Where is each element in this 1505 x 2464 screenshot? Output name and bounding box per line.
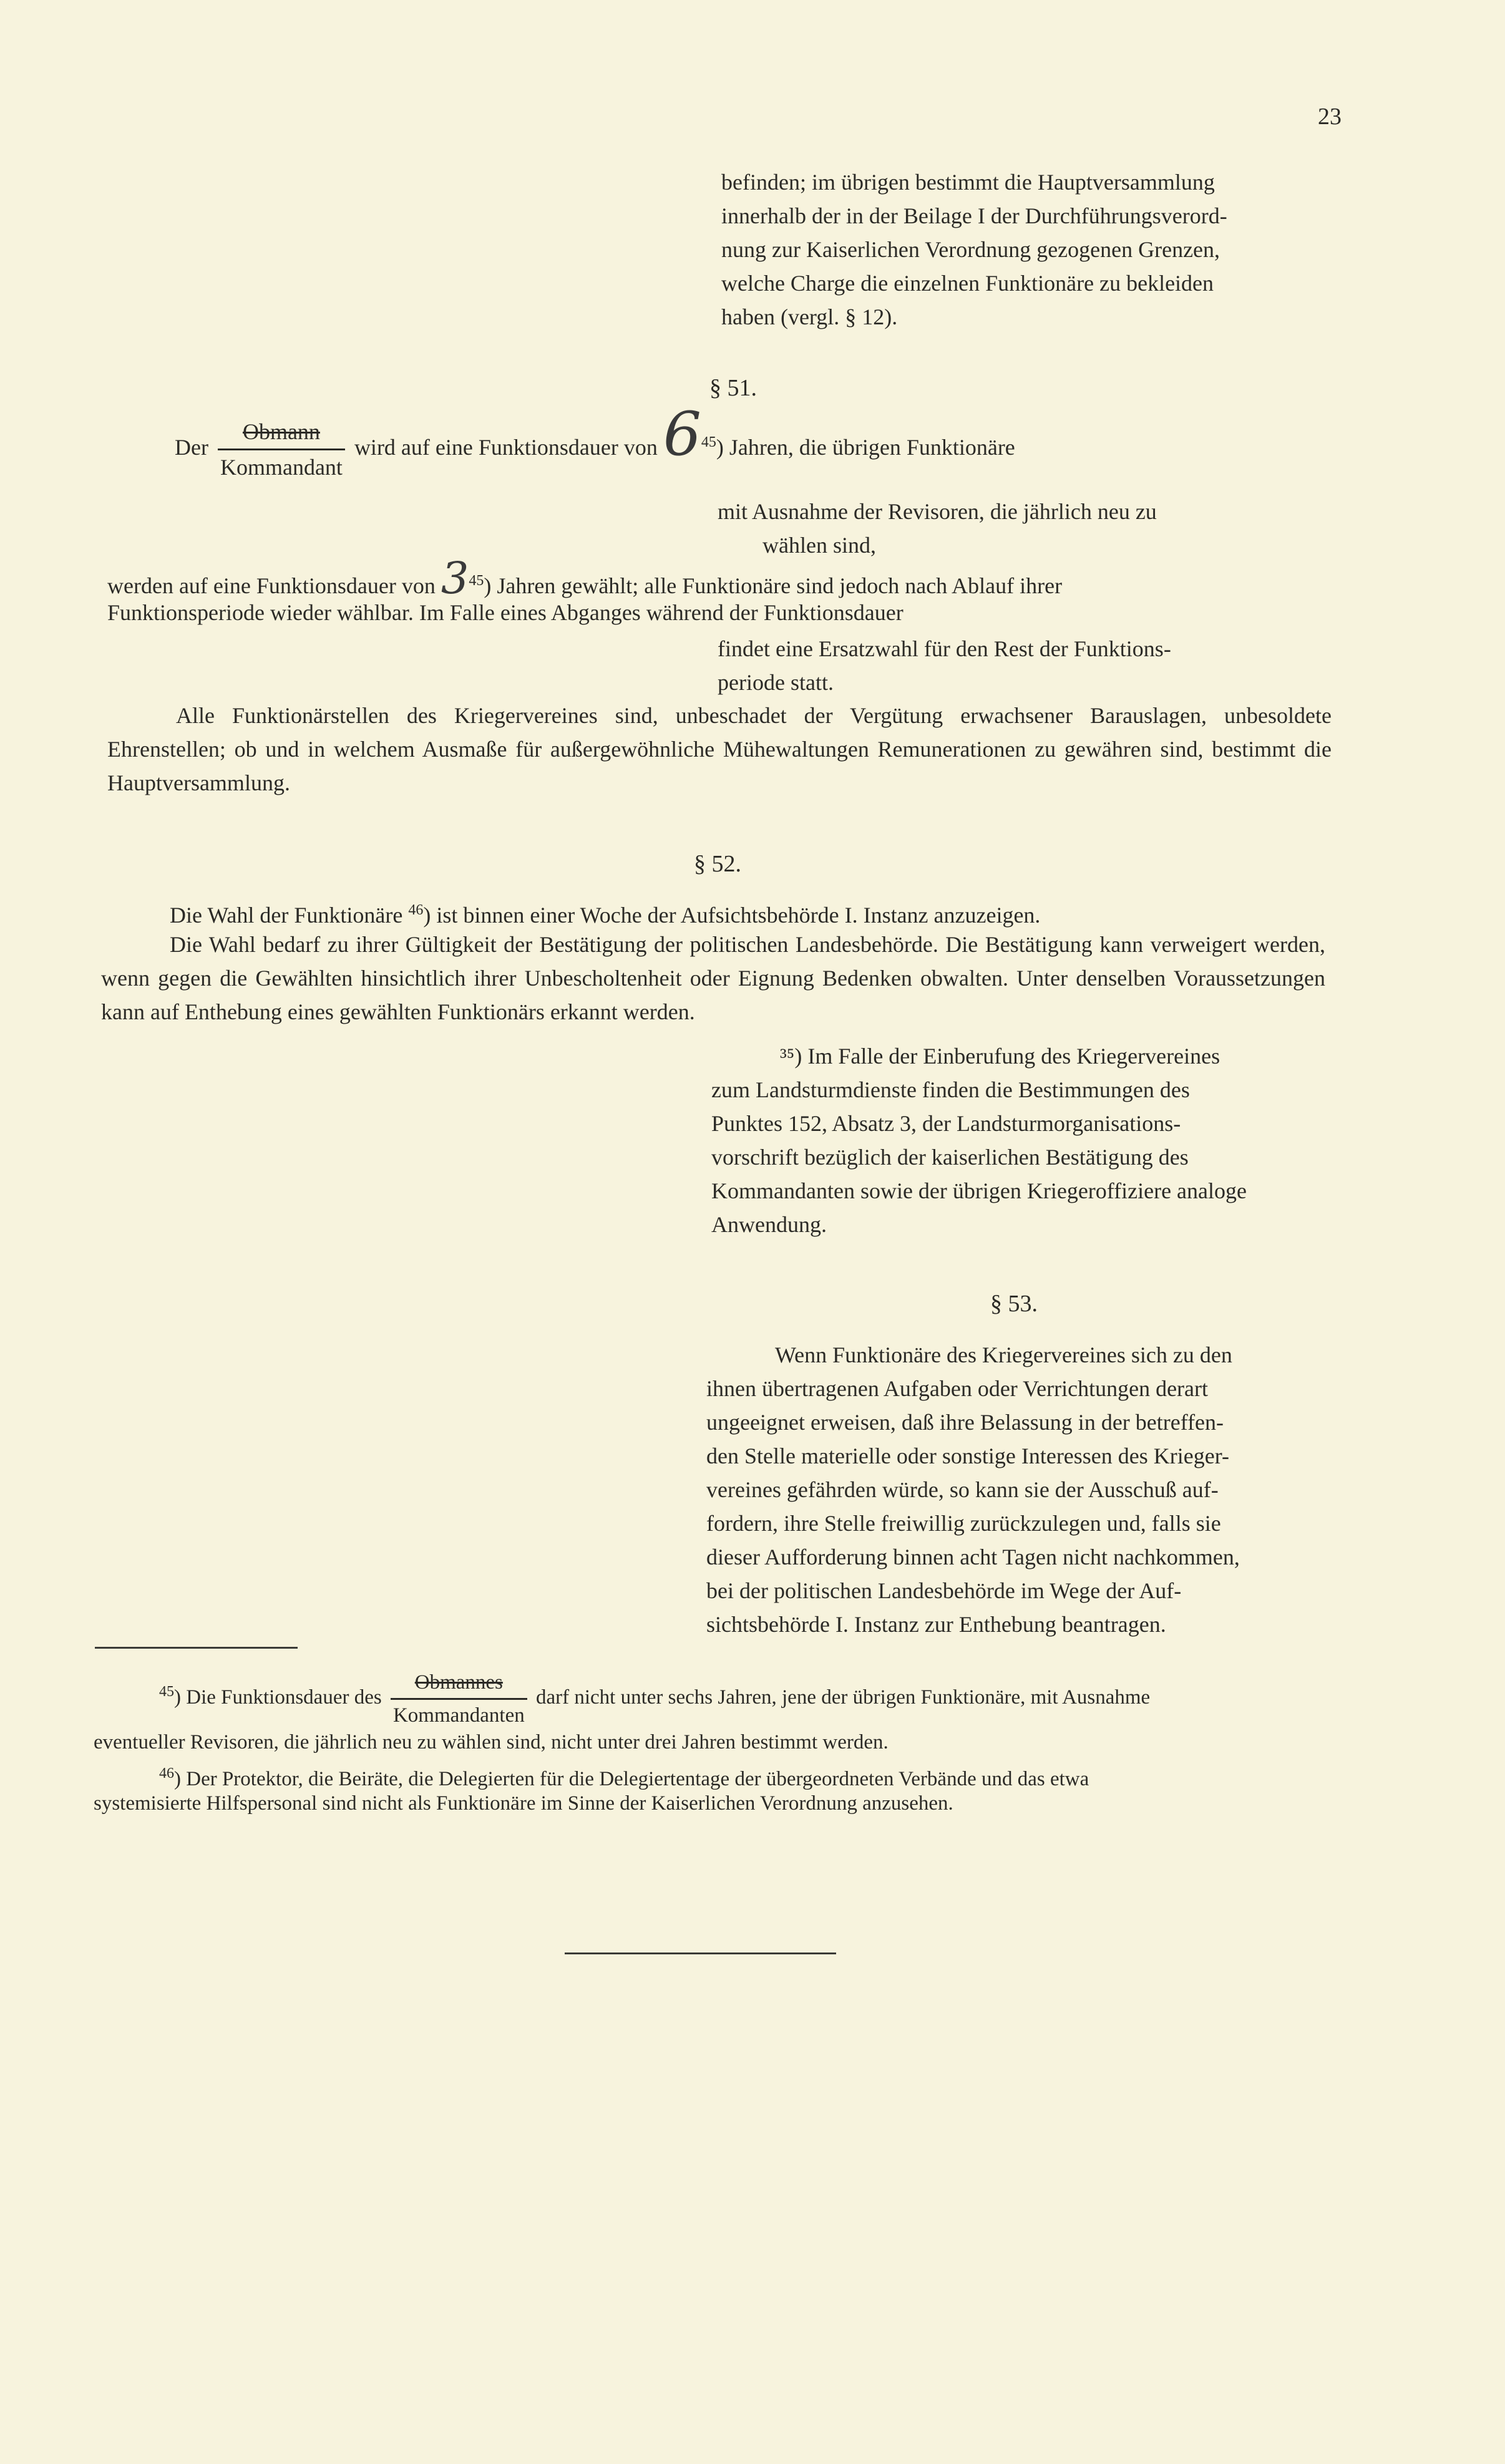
note-35 — [711, 1039, 1326, 1241]
s51-line-3-start: werden auf eine Funktionsdauer von — [107, 573, 436, 598]
insert-line: wählen sind, — [762, 533, 876, 558]
s51-insert-1 — [718, 495, 1332, 562]
note-line: vorschrift bezüglich der kaiserlichen Bestätigung des — [711, 1145, 1189, 1170]
der-word: Der — [175, 434, 208, 460]
footnote-45-line-1 — [159, 1667, 1320, 1731]
note-line: Punktes 152, Absatz 3, der Landsturmorganisations- — [711, 1111, 1181, 1136]
obmannes-correction — [391, 1667, 527, 1731]
note-line: ³⁵) Im Falle der Einberufung des Kriegervereines — [780, 1044, 1220, 1069]
footnote-45-text-a: ) Die Funktionsdauer des — [174, 1686, 382, 1709]
footnote-separator — [95, 1647, 298, 1649]
s53-line: vereines gefährden würde, so kann sie der Ausschuß auf- — [706, 1477, 1219, 1502]
s52-paragraph-2: Die Wahl bedarf zu ihrer Gültigkeit der Bestätigung der politischen Landesbehörde. Die Bestätigung kann verweigert werden, wenn gegen die Gewählten hinsichtlich ihrer Unbescholtenheit oder Eignung Bedenken obwalten. Unter denselben Voraussetzungen kann auf Enthebung eines gewählten Funktionärs erkannt werden. — [101, 932, 1325, 1024]
section-53-heading: § 53. — [990, 1291, 1038, 1317]
footnote-ref-45: 45 — [701, 434, 716, 450]
footnote-45-text-b: darf nicht unter sechs Jahren, jene der übrigen Funktionäre, mit Ausnahme — [535, 1686, 1151, 1709]
intro-line: befinden; im übrigen bestimmt die Hauptversammlung — [721, 170, 1215, 195]
s51-line-4: Funktionsperiode wieder wählbar. Im Falle eines Abganges während der Funktionsdauer — [107, 600, 903, 625]
page-number: 23 — [1318, 104, 1342, 130]
insert-line: periode statt. — [718, 670, 834, 695]
section-51-heading: § 51. — [709, 375, 757, 401]
s53-line: Wenn Funktionäre des Kriegervereines sich zu den — [775, 1342, 1232, 1367]
s53-line: dieser Aufforderung binnen acht Tagen nicht nachkommen, — [706, 1545, 1240, 1569]
s52-line-1 — [170, 893, 1337, 932]
s51-line-1 — [175, 399, 1360, 484]
intro-line: welche Charge die einzelnen Funktionäre zu bekleiden — [721, 271, 1214, 296]
intro-line: haben (vergl. § 12). — [721, 304, 898, 329]
s51-line-3-end: ) Jahren gewählt; alle Funktionäre sind jedoch nach Ablauf ihrer — [484, 573, 1063, 598]
note-line: Kommandanten sowie der übrigen Kriegeroffiziere analoge — [711, 1178, 1247, 1203]
replacement-word: Kommandant — [220, 455, 343, 480]
footnote-45-number: 45 — [159, 1684, 174, 1700]
closing-rule — [565, 1952, 836, 1954]
footnote-ref-46: 46 — [408, 902, 424, 918]
footnote-45-line-2: eventueller Revisoren, die jährlich neu zu wählen sind, nicht unter drei Jahren bestimmt werden. — [94, 1731, 889, 1753]
footnote-46-text-a: ) Der Protektor, die Beiräte, die Delegierten für die Delegiertentage der übergeordneten Verbände und das etwa — [174, 1768, 1089, 1790]
footnote-struck-word: Obmannes — [391, 1667, 527, 1700]
intro-line: nung zur Kaiserlichen Verordnung gezogenen Grenzen, — [721, 237, 1220, 262]
struck-word: Obmann — [218, 415, 345, 450]
s51-paragraph-2: Alle Funktionärstellen des Kriegervereines sind, unbeschadet der Vergütung erwachsener Barauslagen, unbesoldete Ehrenstellen; ob und in welchem Ausmaße für außergewöhnliche Mühewaltungen Remunerationen zu gewähren sind, bestimmt die Hauptversammlung. — [107, 703, 1332, 795]
note-line: zum Landsturmdienste finden die Bestimmungen des — [711, 1077, 1190, 1102]
footnote-replacement-word: Kommandanten — [392, 1704, 525, 1727]
note-line: Anwendung. — [711, 1212, 827, 1237]
s53-line: fordern, ihre Stelle freiwillig zurückzulegen und, falls sie — [706, 1511, 1221, 1536]
handwritten-three: 3 — [441, 553, 469, 604]
handwritten-six: 6 — [663, 399, 701, 469]
insert-line: mit Ausnahme der Revisoren, die jährlich neu zu — [718, 499, 1157, 524]
footnote-46-line-2: systemisierte Hilfspersonal sind nicht als Funktionäre im Sinne der Kaiserlichen Verordnung anzusehen. — [94, 1792, 953, 1815]
s53-paragraph — [706, 1338, 1321, 1641]
s51-insert-2 — [718, 632, 1332, 699]
s52-line-1-b: ) ist binnen einer Woche der Aufsichtsbehörde I. Instanz anzuzeigen. — [423, 903, 1041, 928]
obmann-correction — [218, 415, 345, 484]
section-52-heading: § 52. — [694, 851, 741, 877]
intro-paragraph — [721, 165, 1339, 334]
s53-line: den Stelle materielle oder sonstige Interessen des Krieger- — [706, 1443, 1229, 1468]
footnote-46-number: 46 — [159, 1765, 174, 1782]
s51-line-1-mid: wird auf eine Funktionsdauer von — [354, 434, 658, 460]
insert-line: findet eine Ersatzwahl für den Rest der Funktions- — [718, 636, 1171, 661]
intro-line: innerhalb der in der Beilage I der Durchführungsverord- — [721, 203, 1227, 228]
s53-line: ungeeignet erweisen, daß ihre Belassung in der betreffen- — [706, 1410, 1224, 1435]
s53-line: bei der politischen Landesbehörde im Wege der Auf- — [706, 1578, 1182, 1603]
s51-line-1-end: ) Jahren, die übrigen Funktionäre — [716, 434, 1015, 460]
footnote-ref-45b: 45 — [469, 573, 484, 589]
s53-line: ihnen übertragenen Aufgaben oder Verrichtungen derart — [706, 1376, 1209, 1401]
s52-line-1-a: Die Wahl der Funktionäre — [170, 903, 403, 928]
s53-line: sichtsbehörde I. Instanz zur Enthebung beantragen. — [706, 1612, 1166, 1637]
